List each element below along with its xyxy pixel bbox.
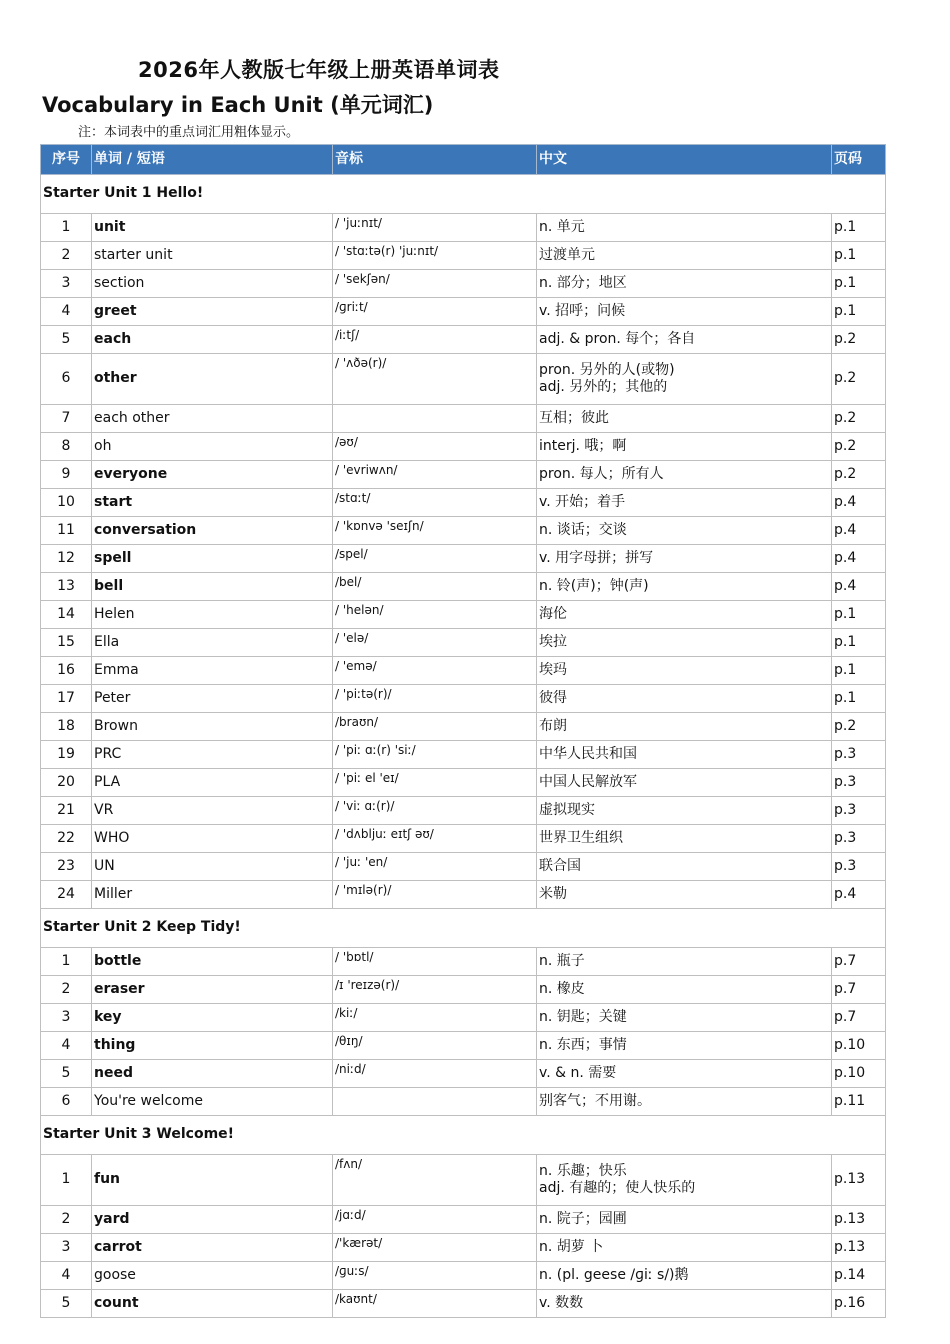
entry-page: p.1 (832, 685, 886, 713)
entry-chinese-line: v. 开始；着手 (539, 493, 626, 510)
table-body (41, 175, 886, 1318)
entry-word: You're welcome (92, 1088, 333, 1116)
table-row (41, 489, 886, 517)
entry-page: p.2 (832, 354, 886, 405)
entry-phonetic: / 'evriwʌn/ (333, 461, 537, 489)
entry-phonetic: /kiː/ (333, 1004, 537, 1032)
entry-phonetic: / 'stɑːtə(r) 'juːnɪt/ (333, 242, 537, 270)
entry-page: p.3 (832, 797, 886, 825)
entry-phonetic: /spel/ (333, 545, 537, 573)
table-row (41, 601, 886, 629)
entry-chinese (537, 433, 832, 461)
entry-number: 5 (41, 326, 92, 354)
entry-number: 9 (41, 461, 92, 489)
entry-chinese (537, 545, 832, 573)
table-row (41, 461, 886, 489)
entry-phonetic: /ɪ 'reɪzə(r)/ (333, 976, 537, 1004)
entry-chinese-line: adj. & pron. 每个；各自 (539, 330, 696, 347)
entry-word: conversation (92, 517, 333, 545)
entry-chinese (537, 769, 832, 797)
entry-word: spell (92, 545, 333, 573)
entry-number: 3 (41, 1004, 92, 1032)
entry-chinese-line: adj. 有趣的；使人快乐的 (539, 1180, 696, 1196)
entry-phonetic: / 'piː ɑː(r) 'siː/ (333, 741, 537, 769)
table-row (41, 1032, 886, 1060)
entry-chinese-line: n. 单元 (539, 218, 585, 235)
table-row (41, 405, 886, 433)
entry-chinese-line: n. 院子；园圃 (539, 1210, 627, 1227)
entry-chinese (537, 685, 832, 713)
entry-number: 17 (41, 685, 92, 713)
entry-number: 20 (41, 769, 92, 797)
entry-chinese (537, 405, 832, 433)
entry-word: each other (92, 405, 333, 433)
table-row (41, 629, 886, 657)
entry-page: p.2 (832, 713, 886, 741)
entry-chinese (537, 1262, 832, 1290)
table-row (41, 825, 886, 853)
entry-number: 24 (41, 881, 92, 909)
table-row (41, 1206, 886, 1234)
entry-page: p.14 (832, 1262, 886, 1290)
entry-number: 14 (41, 601, 92, 629)
entry-phonetic: / 'emə/ (333, 657, 537, 685)
page-title: 2026年人教版七年级上册英语单词表 (138, 58, 500, 82)
table-row (41, 242, 886, 270)
entry-number: 23 (41, 853, 92, 881)
entry-chinese-line: 米勒 (539, 885, 567, 902)
entry-number: 4 (41, 1032, 92, 1060)
vocabulary-table (40, 144, 886, 1318)
entry-chinese-line: n. 乐趣；快乐 (539, 1162, 627, 1179)
entry-chinese-line: n. 瓶子 (539, 952, 585, 969)
entry-chinese (537, 741, 832, 769)
header-page: 页码 (832, 145, 886, 175)
entry-chinese-line: n. 铃(声)；钟(声) (539, 577, 649, 594)
table-row (41, 1088, 886, 1116)
page-subtitle: Vocabulary in Each Unit (单元词汇) (42, 93, 434, 117)
entry-chinese-line: 中华人民共和国 (539, 745, 637, 762)
entry-chinese (537, 1004, 832, 1032)
entry-chinese (537, 657, 832, 685)
entry-number: 11 (41, 517, 92, 545)
header-phonetic: 音标 (333, 145, 537, 175)
entry-chinese (537, 601, 832, 629)
entry-phonetic: / 'juːnɪt/ (333, 214, 537, 242)
entry-chinese (537, 713, 832, 741)
entry-chinese (537, 573, 832, 601)
entry-chinese (537, 298, 832, 326)
table-row (41, 881, 886, 909)
section-title: Starter Unit 2 Keep Tidy! (41, 909, 886, 948)
entry-page: p.3 (832, 769, 886, 797)
entry-number: 13 (41, 573, 92, 601)
entry-word: eraser (92, 976, 333, 1004)
entry-page: p.10 (832, 1032, 886, 1060)
entry-phonetic: / 'ʌðə(r)/ (333, 354, 537, 405)
entry-page: p.3 (832, 825, 886, 853)
entry-chinese (537, 881, 832, 909)
entry-number: 4 (41, 298, 92, 326)
entry-chinese-line: 埃拉 (539, 633, 567, 650)
entry-phonetic: / 'piː el 'eɪ/ (333, 769, 537, 797)
entry-chinese-line: 虚拟现实 (539, 801, 595, 818)
entry-page: p.3 (832, 853, 886, 881)
table-row (41, 1290, 886, 1318)
header-chinese: 中文 (537, 145, 832, 175)
table-row (41, 214, 886, 242)
entry-number: 19 (41, 741, 92, 769)
entry-chinese-line: pron. 另外的人(或物) (539, 361, 675, 378)
entry-page: p.1 (832, 270, 886, 298)
entry-phonetic: / 'viː ɑː(r)/ (333, 797, 537, 825)
entry-number: 6 (41, 354, 92, 405)
section-row (41, 175, 886, 214)
entry-chinese-line: interj. 哦；啊 (539, 437, 627, 454)
table-row (41, 797, 886, 825)
table-row (41, 853, 886, 881)
entry-number: 2 (41, 1206, 92, 1234)
table-row (41, 976, 886, 1004)
entry-number: 15 (41, 629, 92, 657)
entry-number: 1 (41, 214, 92, 242)
entry-number: 1 (41, 1155, 92, 1206)
table-row (41, 1234, 886, 1262)
entry-chinese-line: 联合国 (539, 857, 581, 874)
table-header-row (41, 145, 886, 175)
entry-phonetic: / 'piːtə(r)/ (333, 685, 537, 713)
entry-number: 16 (41, 657, 92, 685)
entry-chinese-line: n. 橡皮 (539, 980, 585, 997)
entry-word: section (92, 270, 333, 298)
entry-chinese (537, 270, 832, 298)
entry-phonetic: /fʌn/ (333, 1155, 537, 1206)
entry-chinese-line: 海伦 (539, 605, 567, 622)
entry-page: p.4 (832, 545, 886, 573)
entry-word: PRC (92, 741, 333, 769)
section-title: Starter Unit 1 Hello! (41, 175, 886, 214)
table-row (41, 741, 886, 769)
table-row (41, 270, 886, 298)
entry-phonetic: / 'sekʃən/ (333, 270, 537, 298)
entry-word: count (92, 1290, 333, 1318)
table-row (41, 1155, 886, 1206)
entry-chinese (537, 948, 832, 976)
entry-page: p.2 (832, 461, 886, 489)
entry-page: p.7 (832, 976, 886, 1004)
entry-page: p.10 (832, 1060, 886, 1088)
entry-number: 8 (41, 433, 92, 461)
entry-word: oh (92, 433, 333, 461)
entry-word: WHO (92, 825, 333, 853)
entry-chinese (537, 1032, 832, 1060)
entry-chinese (537, 1234, 832, 1262)
entry-chinese-line: 过渡单元 (539, 246, 595, 263)
entry-phonetic: /iːtʃ/ (333, 326, 537, 354)
entry-phonetic: /bel/ (333, 573, 537, 601)
entry-chinese (537, 461, 832, 489)
entry-chinese-line: 中国人民解放军 (539, 773, 637, 790)
table-row (41, 298, 886, 326)
table-row (41, 354, 886, 405)
entry-page: p.13 (832, 1155, 886, 1206)
entry-chinese (537, 825, 832, 853)
entry-chinese-line: 互相；彼此 (539, 409, 609, 426)
entry-word: everyone (92, 461, 333, 489)
entry-phonetic: /jɑːd/ (333, 1206, 537, 1234)
entry-page: p.7 (832, 948, 886, 976)
entry-phonetic: /θɪŋ/ (333, 1032, 537, 1060)
entry-phonetic (333, 1088, 537, 1116)
entry-page: p.2 (832, 405, 886, 433)
entry-word: greet (92, 298, 333, 326)
entry-phonetic: /niːd/ (333, 1060, 537, 1088)
entry-number: 3 (41, 1234, 92, 1262)
entry-page: p.4 (832, 489, 886, 517)
entry-page: p.11 (832, 1088, 886, 1116)
entry-chinese-line: 彼得 (539, 689, 567, 706)
entry-page: p.4 (832, 573, 886, 601)
entry-page: p.7 (832, 1004, 886, 1032)
entry-phonetic: / 'dʌbljuː eɪtʃ əʊ/ (333, 825, 537, 853)
entry-chinese (537, 1088, 832, 1116)
entry-word: VR (92, 797, 333, 825)
entry-chinese-line: n. 部分；地区 (539, 274, 627, 291)
entry-number: 6 (41, 1088, 92, 1116)
entry-chinese (537, 242, 832, 270)
entry-word: carrot (92, 1234, 333, 1262)
entry-chinese-line: v. 数数 (539, 1294, 584, 1311)
entry-chinese-line: n. 胡萝 卜 (539, 1238, 604, 1255)
entry-phonetic: /braʊn/ (333, 713, 537, 741)
entry-chinese (537, 354, 832, 405)
entry-number: 2 (41, 242, 92, 270)
table-row (41, 657, 886, 685)
entry-number: 5 (41, 1060, 92, 1088)
entry-word: unit (92, 214, 333, 242)
entry-chinese-line: 埃玛 (539, 661, 567, 678)
entry-chinese-line: v. & n. 需要 (539, 1064, 617, 1081)
entry-number: 2 (41, 976, 92, 1004)
entry-chinese (537, 489, 832, 517)
entry-chinese (537, 1060, 832, 1088)
entry-word: Emma (92, 657, 333, 685)
entry-phonetic: /ɡuːs/ (333, 1262, 537, 1290)
entry-number: 5 (41, 1290, 92, 1318)
bold-note: 注：本词表中的重点词汇用粗体显示。 (78, 125, 300, 140)
table-row (41, 573, 886, 601)
entry-chinese-line: 世界卫生组织 (539, 829, 623, 846)
entry-word: starter unit (92, 242, 333, 270)
entry-word: fun (92, 1155, 333, 1206)
entry-phonetic: / 'kɒnvə 'seɪʃn/ (333, 517, 537, 545)
entry-page: p.4 (832, 881, 886, 909)
entry-page: p.1 (832, 214, 886, 242)
entry-word: key (92, 1004, 333, 1032)
entry-page: p.2 (832, 433, 886, 461)
table-row (41, 713, 886, 741)
table-row (41, 769, 886, 797)
table-row (41, 1262, 886, 1290)
entry-chinese (537, 517, 832, 545)
entry-word: Miller (92, 881, 333, 909)
entry-phonetic (333, 405, 537, 433)
entry-page: p.1 (832, 629, 886, 657)
table-row (41, 545, 886, 573)
entry-phonetic: /əʊ/ (333, 433, 537, 461)
table-row (41, 1004, 886, 1032)
entry-chinese (537, 853, 832, 881)
entry-word: PLA (92, 769, 333, 797)
entry-word: bell (92, 573, 333, 601)
table-row (41, 948, 886, 976)
entry-chinese (537, 214, 832, 242)
entry-page: p.16 (832, 1290, 886, 1318)
entry-phonetic: /'kærət/ (333, 1234, 537, 1262)
entry-number: 18 (41, 713, 92, 741)
entry-chinese-line: n. 钥匙；关键 (539, 1008, 627, 1025)
table-row (41, 433, 886, 461)
table-row (41, 517, 886, 545)
entry-number: 12 (41, 545, 92, 573)
entry-page: p.13 (832, 1206, 886, 1234)
entry-number: 22 (41, 825, 92, 853)
entry-word: UN (92, 853, 333, 881)
section-row (41, 1116, 886, 1155)
entry-phonetic: /ɡriːt/ (333, 298, 537, 326)
table-row (41, 685, 886, 713)
entry-phonetic: / 'elə/ (333, 629, 537, 657)
entry-chinese-line: adj. 另外的；其他的 (539, 379, 668, 395)
entry-word: thing (92, 1032, 333, 1060)
entry-chinese (537, 326, 832, 354)
entry-page: p.1 (832, 298, 886, 326)
entry-word: need (92, 1060, 333, 1088)
entry-word: start (92, 489, 333, 517)
section-title: Starter Unit 3 Welcome! (41, 1116, 886, 1155)
entry-chinese-line: n. (pl. geese /ɡiː s/)鹅 (539, 1266, 689, 1283)
entry-phonetic: / 'helən/ (333, 601, 537, 629)
entry-chinese-line: n. 谈话；交谈 (539, 521, 627, 538)
entry-word: goose (92, 1262, 333, 1290)
entry-phonetic: /stɑːt/ (333, 489, 537, 517)
entry-chinese-line: n. 东西；事情 (539, 1036, 627, 1053)
header-no: 序号 (41, 145, 92, 175)
entry-word: Ella (92, 629, 333, 657)
entry-page: p.2 (832, 326, 886, 354)
entry-page: p.1 (832, 601, 886, 629)
entry-word: Peter (92, 685, 333, 713)
entry-word: Brown (92, 713, 333, 741)
entry-phonetic: / 'mɪlə(r)/ (333, 881, 537, 909)
entry-chinese-line: 布朗 (539, 717, 567, 734)
entry-chinese-line: v. 招呼；问候 (539, 302, 626, 319)
table-row (41, 326, 886, 354)
entry-chinese (537, 976, 832, 1004)
entry-number: 21 (41, 797, 92, 825)
entry-chinese (537, 629, 832, 657)
entry-number: 4 (41, 1262, 92, 1290)
entry-word: other (92, 354, 333, 405)
entry-page: p.1 (832, 242, 886, 270)
entry-phonetic: / 'bɒtl/ (333, 948, 537, 976)
entry-page: p.3 (832, 741, 886, 769)
entry-number: 7 (41, 405, 92, 433)
entry-phonetic: /kaʊnt/ (333, 1290, 537, 1318)
entry-chinese (537, 1290, 832, 1318)
entry-chinese-line: v. 用字母拼；拼写 (539, 549, 654, 566)
entry-number: 1 (41, 948, 92, 976)
entry-chinese (537, 1206, 832, 1234)
entry-word: bottle (92, 948, 333, 976)
table-row (41, 1060, 886, 1088)
section-row (41, 909, 886, 948)
header-word: 单词 / 短语 (92, 145, 333, 175)
entry-number: 10 (41, 489, 92, 517)
entry-number: 3 (41, 270, 92, 298)
entry-page: p.1 (832, 657, 886, 685)
entry-word: each (92, 326, 333, 354)
entry-chinese (537, 1155, 832, 1206)
entry-phonetic: / 'juː 'en/ (333, 853, 537, 881)
entry-word: yard (92, 1206, 333, 1234)
entry-page: p.4 (832, 517, 886, 545)
entry-chinese-line: 别客气；不用谢。 (539, 1092, 651, 1109)
entry-page: p.13 (832, 1234, 886, 1262)
entry-chinese (537, 797, 832, 825)
entry-word: Helen (92, 601, 333, 629)
entry-chinese-line: pron. 每人；所有人 (539, 465, 664, 482)
